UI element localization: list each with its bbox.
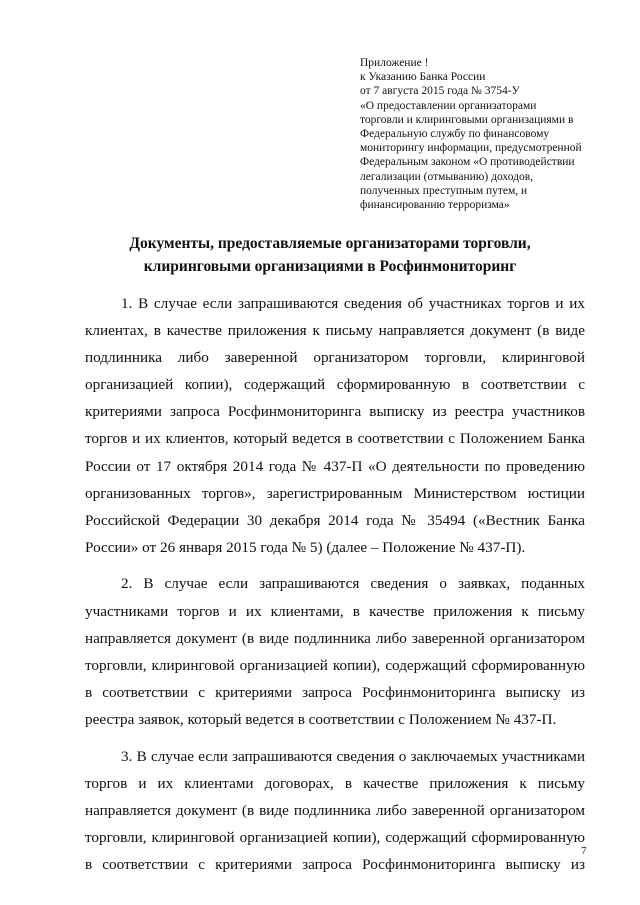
text-line: участниками торгов и их клиентами, в качестве приложения к письму bbox=[85, 602, 585, 620]
appendix-line: Федеральным законом «О противодействии bbox=[360, 156, 575, 169]
appendix-line: финансированию терроризма» bbox=[360, 199, 510, 212]
text-line: торгов и их клиентов, который ведется в соответствии с Положением Банка bbox=[85, 430, 585, 448]
text-line: торговли, клиринговой организацией копии), содержащий сформированную bbox=[85, 828, 585, 846]
text-line: в соответствии с критериями запроса Росфинмониторинга выписку из bbox=[85, 683, 585, 701]
text-line: России от 17 октября 2014 года № 437-П «О деятельности по проведению bbox=[85, 457, 585, 475]
text-line: 2. В случае если запрашиваются сведения о заявках, поданных bbox=[121, 575, 585, 593]
text-line: Российской Федерации 30 декабря 2014 года № 35494 («Вестник Банка bbox=[85, 511, 585, 529]
appendix-line: торговли и клиринговыми организациями в bbox=[360, 113, 574, 126]
appendix-line: Федеральную службу по финансовому bbox=[360, 128, 550, 141]
text-line: 1. В случае если запрашиваются сведения об участниках торгов и их bbox=[121, 295, 585, 312]
paragraph-3 bbox=[85, 743, 585, 878]
document-title bbox=[60, 232, 600, 278]
text-line: направляется документ (в виде подлинника либо заверенной организатором bbox=[85, 801, 585, 819]
text-line: реестра заявок, который ведется в соответствии с Положением № 437-П. bbox=[85, 710, 557, 728]
document-body bbox=[85, 290, 585, 887]
text-line: торгов и их клиентами договорах, в качестве приложения к письму bbox=[85, 774, 585, 792]
text-line: России» от 26 января 2015 года № 5) (далее – Положение № 437-П). bbox=[85, 538, 526, 556]
text-line: направляется документ (в виде подлинника либо заверенной организатором bbox=[85, 629, 585, 647]
text-line: подлинника либо заверенной организатором торговли, клиринговой bbox=[85, 349, 585, 367]
text-line: организацией копии), содержащий сформированную в соответствии с bbox=[85, 376, 585, 394]
appendix-line: от 7 августа 2015 года № 3754-У bbox=[360, 85, 520, 98]
text-line: организованных торгов», зарегистрированным Министерством юстиции bbox=[85, 484, 585, 502]
paragraph-1 bbox=[85, 290, 585, 561]
page-number: 7 bbox=[581, 845, 587, 857]
text-line: критериями запроса Росфинмониторинга выписку из реестра участников bbox=[85, 403, 585, 421]
text-line: торговли, клиринговой организацией копии), содержащий сформированную bbox=[85, 656, 585, 674]
text-line: 3. В случае если запрашиваются сведения о заключаемых участниками bbox=[121, 747, 585, 765]
title-line-2: клиринговыми организациями в Росфинмониторинг bbox=[143, 258, 517, 275]
paragraph-2 bbox=[85, 570, 585, 733]
appendix-line: «О предоставлении организаторами bbox=[360, 99, 537, 112]
text-line: клиентах, в качестве приложения к письму направляется документ (в виде bbox=[85, 322, 585, 340]
appendix-line: Приложение ! bbox=[360, 57, 429, 69]
appendix-line: легализации (отмыванию) доходов, bbox=[360, 170, 534, 183]
text-line: в соответствии с критериями запроса Росфинмониторинга выписку из bbox=[85, 855, 585, 873]
appendix-line: мониторингу информации, предусмотренной bbox=[360, 142, 582, 155]
appendix-line: к Указанию Банка России bbox=[360, 71, 486, 84]
title-line-1: Документы, предоставляемые организаторами торговли, bbox=[129, 235, 531, 252]
appendix-line: полученных преступным путем, и bbox=[360, 184, 528, 197]
appendix-header bbox=[360, 56, 630, 212]
